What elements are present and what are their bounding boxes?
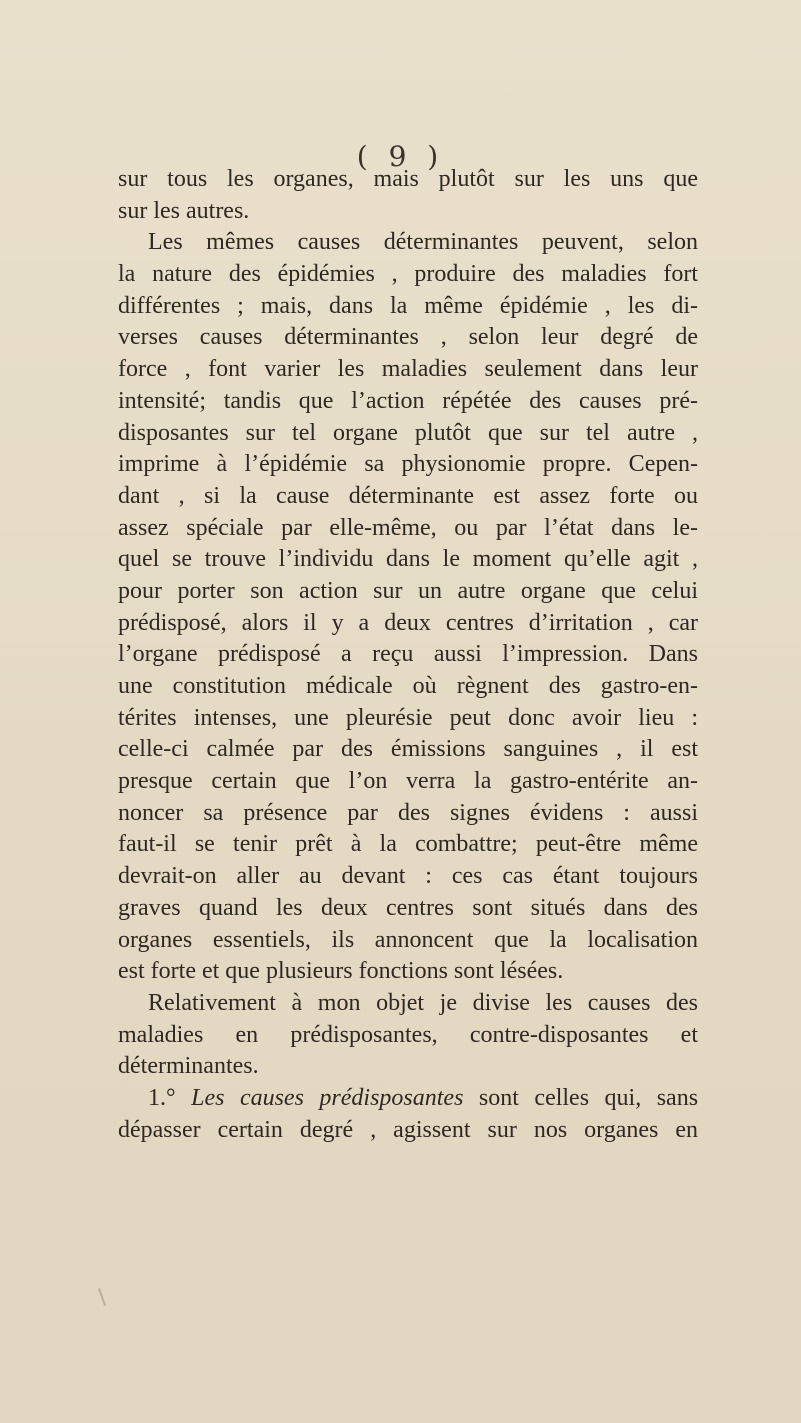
text-line: imprime à l’épidémie sa physionomie propre. Cepen- [118,451,698,478]
page-number: ( 9 ) [356,140,445,173]
text-line: noncer sa présence par des signes évidens : aussi [118,799,698,826]
paragraph-lines [118,164,698,1083]
text-line: l’organe prédisposé a reçu aussi l’impression. Dans [118,641,698,668]
text-line: sur les autres. [118,197,250,224]
text-line: devrait-on aller au devant : ces cas étant toujours [118,863,698,890]
text-line: disposantes sur tel organe plutôt que sur tel autre , [118,419,698,446]
text-line: différentes ; mais, dans la même épidémie , les di- [118,292,698,319]
text-line: intensité; tandis que l’action répétée des causes pré- [118,387,698,414]
text-line: une constitution médicale où règnent des gastro-en- [118,673,698,699]
final-line-2: dépasser certain degré , agissent sur nos organes en [118,1116,698,1143]
text-line: presque certain que l’on verra la gastro-entérite an- [118,768,698,795]
text-line: Relativement à mon objet je divise les causes des [148,989,698,1016]
enumeration-number: 1.° [148,1084,176,1111]
text-line: pour porter son action sur un autre organe que celui [118,577,698,604]
text-line: quel se trouve l’individu dans le moment qu’elle agit , [118,546,698,573]
text-line: verses causes déterminantes , selon leur degré de [118,324,698,351]
text-line: Les mêmes causes déterminantes peuvent, selon [148,229,698,256]
text-line: déterminantes. [118,1053,259,1080]
text-line: assez spéciale par elle-même, ou par l’état dans le- [118,514,698,541]
text-line: la nature des épidémies , produire des maladies fort [118,261,698,288]
text-line: faut-il se tenir prêt à la combattre; peut-être même [118,831,698,858]
text-line: prédisposé, alors il y a deux centres d’irritation , car [118,609,698,636]
text-line: sur tous les organes, mais plutôt sur les uns que [118,166,698,192]
text-line: graves quand les deux centres sont situés dans des [118,894,698,921]
body-text [118,164,698,1146]
final-line-1-rest: sont celles qui, sans [478,1084,699,1111]
italic-term: Les causes prédisposantes [191,1084,464,1111]
text-line: force , font varier les maladies seulement dans leur [118,356,698,383]
final-line-1 [118,1083,698,1115]
text-line: celle-ci calmée par des émissions sanguines , il est [118,736,698,763]
text-line: est forte et que plusieurs fonctions sont lésées. [118,958,564,985]
text-line: maladies en prédisposantes, contre-disposantes et [118,1021,698,1048]
text-line: térites intenses, une pleurésie peut donc avoir lieu : [118,704,698,731]
scan-mark [98,1288,106,1306]
text-line: dant , si la cause déterminante est assez forte ou [118,482,698,509]
text-line: organes essentiels, ils annoncent que la localisation [118,926,698,953]
